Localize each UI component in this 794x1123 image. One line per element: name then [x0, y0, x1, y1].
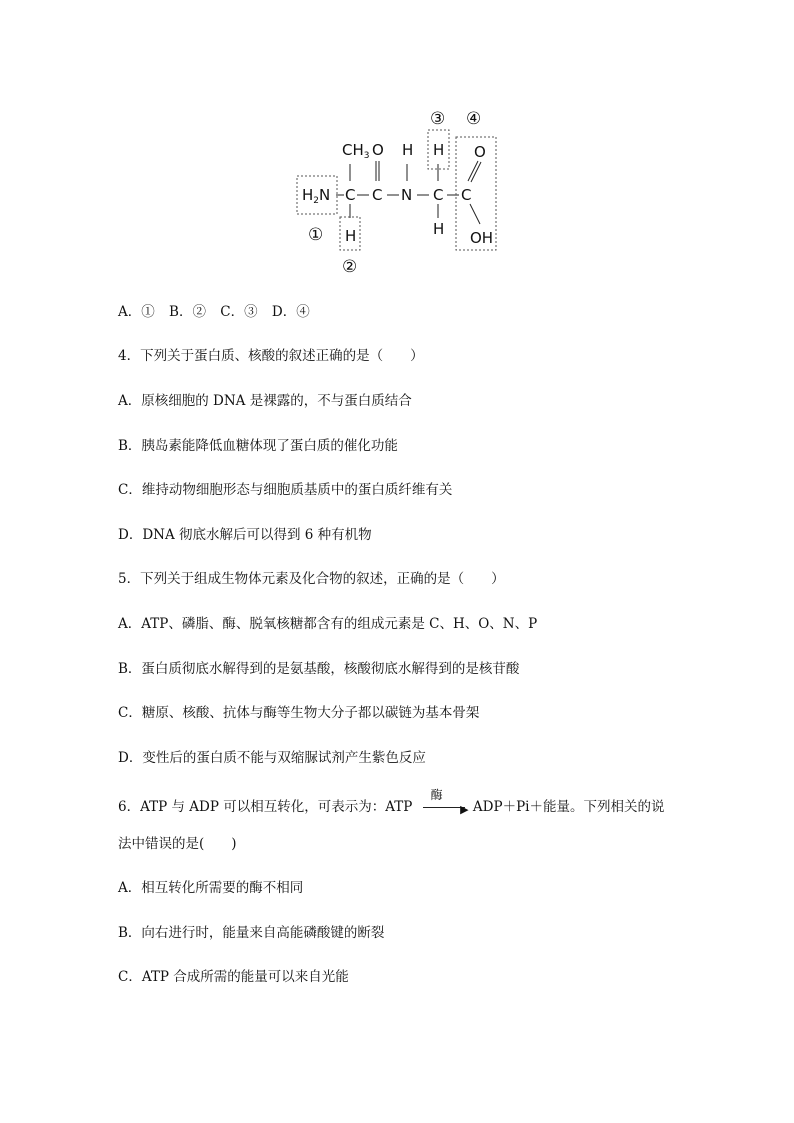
q5-option-b: B．蛋白质彻底水解得到的是氨基酸，核酸彻底水解得到的是核苷酸	[118, 661, 520, 677]
q6-stem-line1	[118, 788, 665, 817]
atom-h-amide: H	[402, 141, 414, 159]
marker-2: ②	[342, 257, 358, 277]
marker-1: ①	[308, 225, 324, 245]
atom-h-bottom-right: H	[433, 220, 445, 238]
q5-option-c: C．糖原、核酸、抗体与酶等生物大分子都以碳链为基本骨架	[118, 705, 480, 721]
q6-option-c: C．ATP 合成所需的能量可以来自光能	[118, 969, 349, 985]
q5-option-a: A．ATP、磷脂、酶、脱氧核糖都含有的组成元素是 C、H、O、N、P	[118, 616, 538, 632]
atom-h2n: $H_2N$	[302, 186, 331, 206]
bond-c4-oh	[470, 204, 480, 224]
arrow-head-icon: ▶	[460, 803, 469, 816]
q5-stem: 5．下列关于组成生物体元素及化合物的叙述，正确的是（ ）	[118, 571, 505, 587]
q3-option-d: D．④	[271, 304, 310, 320]
q6-option-a: A．相互转化所需要的酶不相同	[118, 880, 304, 896]
marker-3: ③	[430, 109, 446, 129]
q5-option-d: D．变性后的蛋白质不能与双缩脲试剂产生紫色反应	[118, 750, 426, 766]
q4-option-c: C．维持动物细胞形态与细胞质基质中的蛋白质纤维有关	[118, 482, 453, 498]
q4-option-d: D．DNA 彻底水解后可以得到 6 种有机物	[118, 527, 372, 543]
atom-c4: C	[461, 186, 472, 204]
q4-option-b: B．胰岛素能降低血糖体现了蛋白质的催化功能	[118, 438, 398, 454]
atom-h-bottom-left: H	[345, 227, 357, 245]
atom-labels	[302, 141, 493, 247]
circled-markers	[308, 109, 481, 277]
q6-option-b: B．向右进行时，能量来自高能磷酸键的断裂	[118, 925, 385, 941]
dipeptide-structure-diagram	[290, 100, 510, 280]
atom-oh: OH	[470, 229, 494, 247]
arrow-shaft	[423, 807, 465, 808]
q3-options	[118, 302, 320, 322]
q6-stem-part1: 6．ATP 与 ADP 可以相互转化，可表示为：ATP	[118, 799, 413, 815]
q6-stem-line2: 法中错误的是( )	[118, 836, 237, 852]
atom-n: N	[401, 186, 413, 204]
q6-stem-part2: ADP＋Pi＋能量。下列相关的说	[472, 799, 665, 815]
atom-o-acid: O	[474, 143, 486, 161]
atom-ch3: $CH_3$	[342, 141, 370, 161]
enzyme-reaction-arrow	[417, 788, 469, 817]
atom-c2: C	[372, 186, 383, 204]
enzyme-label: 酶	[430, 788, 443, 802]
q3-option-c: C．③	[220, 304, 258, 320]
q4-option-a: A．原核细胞的 DNA 是裸露的，不与蛋白质结合	[118, 393, 412, 409]
marker-4: ④	[466, 109, 482, 129]
q4-stem: 4．下列关于蛋白质、核酸的叙述正确的是（ ）	[118, 348, 424, 364]
atom-o-carbonyl: O	[372, 141, 384, 159]
q3-option-b: B．②	[169, 304, 206, 320]
atom-c3: C	[433, 186, 444, 204]
atom-h-top: H	[433, 141, 445, 159]
q3-option-a: A．①	[118, 304, 155, 320]
atom-c1: C	[345, 186, 356, 204]
